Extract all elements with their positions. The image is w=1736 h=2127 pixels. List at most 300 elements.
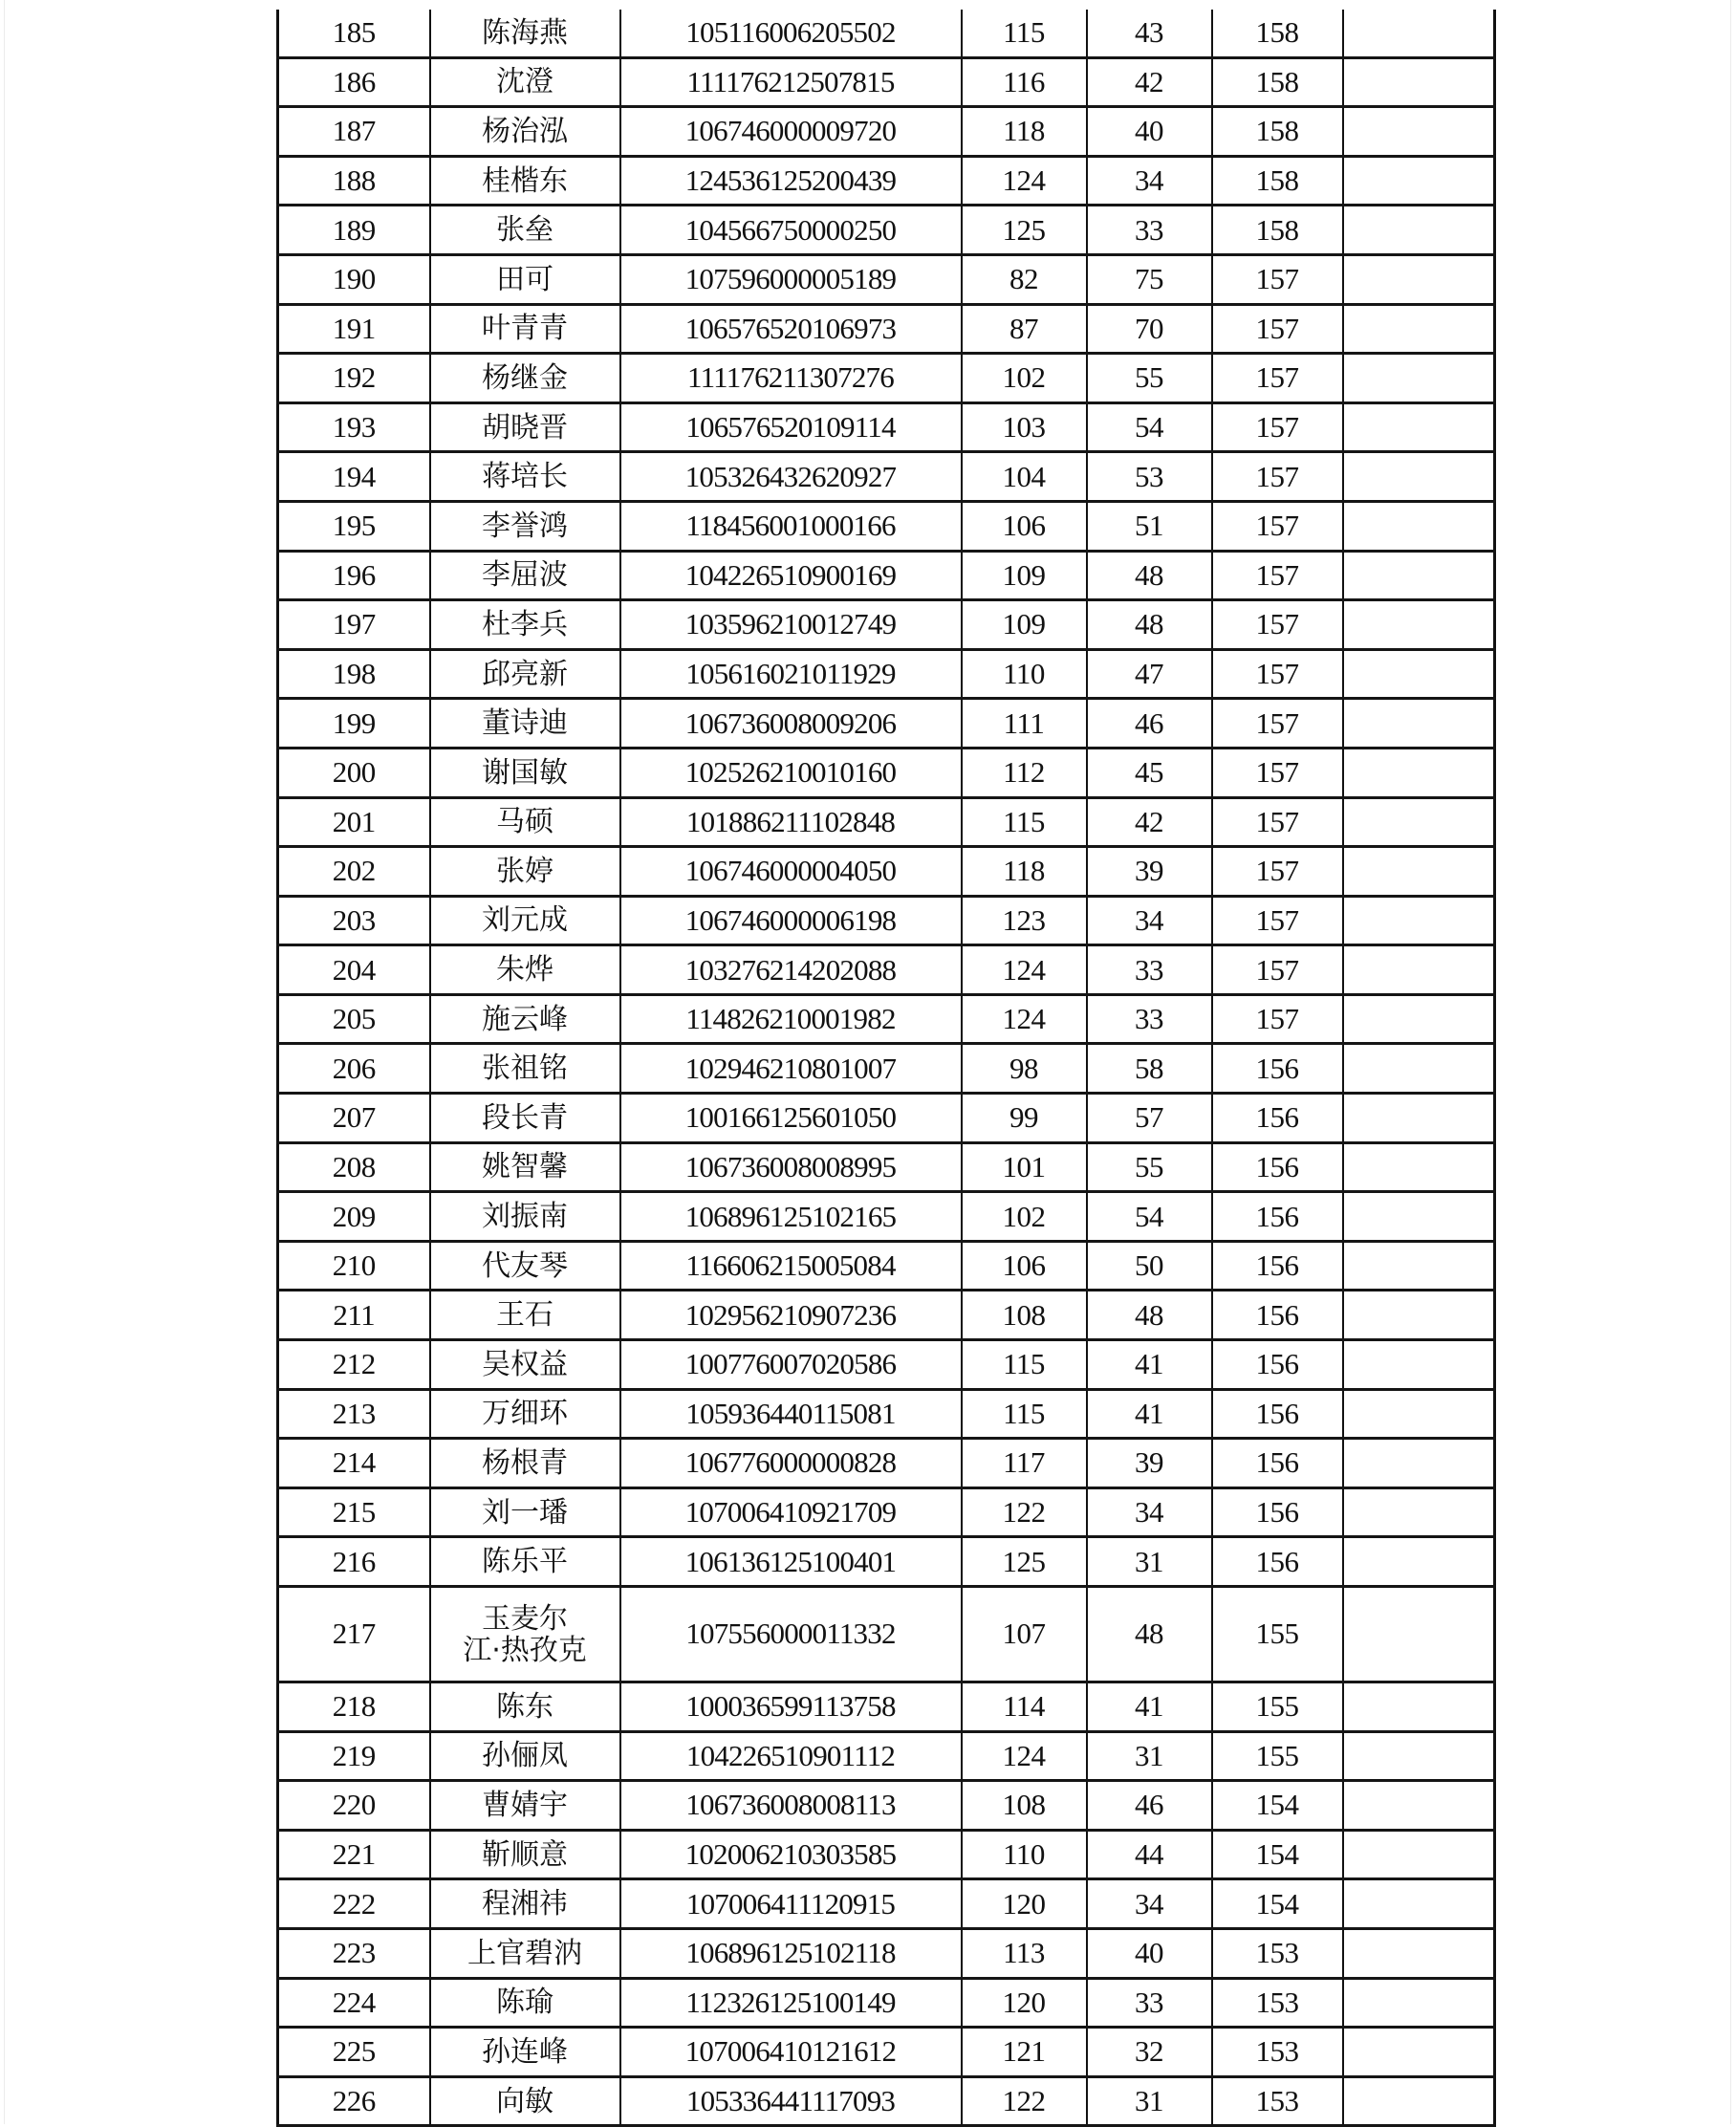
rank-cell: 195	[278, 501, 430, 551]
name-line: 向敏	[496, 2084, 553, 2118]
score1-cell: 120	[962, 1879, 1087, 1929]
score2-cell: 55	[1087, 354, 1212, 403]
score2-cell: 42	[1087, 797, 1212, 847]
rank-cell: 202	[278, 847, 430, 897]
note-cell	[1343, 254, 1495, 304]
exam-id-cell: 106776000000828	[620, 1439, 962, 1488]
table-row	[278, 304, 1495, 354]
score2-cell: 41	[1087, 1682, 1212, 1732]
table-row	[278, 1094, 1495, 1143]
score2-cell: 46	[1087, 1781, 1212, 1831]
table-row	[278, 107, 1495, 157]
rank-cell: 218	[278, 1682, 430, 1732]
table-row	[278, 1781, 1495, 1831]
table-row	[278, 354, 1495, 403]
name-cell	[430, 1731, 620, 1781]
score2-cell: 33	[1087, 994, 1212, 1044]
name-line: 杨治泓	[482, 114, 568, 148]
exam-id-cell: 124536125200439	[620, 156, 962, 206]
name-cell	[430, 847, 620, 897]
score1-cell: 109	[962, 551, 1087, 600]
rank-cell: 226	[278, 2076, 430, 2126]
name-line: 蒋培长	[482, 460, 568, 494]
name-cell	[430, 1389, 620, 1439]
rank-cell: 205	[278, 994, 430, 1044]
total-score-cell: 156	[1212, 1340, 1343, 1390]
name-cell	[430, 107, 620, 157]
rank-cell: 224	[278, 1978, 430, 2028]
rank-cell: 221	[278, 1830, 430, 1879]
note-cell	[1343, 600, 1495, 650]
score2-cell: 43	[1087, 10, 1212, 57]
name-line: 马硕	[496, 805, 553, 839]
page-edge-right	[1730, 0, 1731, 2124]
score2-cell: 33	[1087, 1978, 1212, 2028]
name-cell	[430, 797, 620, 847]
name-cell	[430, 501, 620, 551]
score1-cell: 101	[962, 1142, 1087, 1192]
exam-id-cell: 106746000004050	[620, 847, 962, 897]
note-cell	[1343, 1781, 1495, 1831]
total-score-cell: 156	[1212, 1094, 1343, 1143]
name-cell	[430, 1978, 620, 2028]
note-cell	[1343, 1044, 1495, 1094]
name-cell	[430, 1044, 620, 1094]
name-line: 沈澄	[496, 65, 553, 99]
score1-cell: 124	[962, 945, 1087, 995]
score1-cell: 115	[962, 10, 1087, 57]
name-line: 刘元成	[482, 903, 568, 938]
note-cell	[1343, 1192, 1495, 1242]
name-line: 曹婧宇	[482, 1788, 568, 1822]
score1-cell: 115	[962, 1340, 1087, 1390]
total-score-cell: 157	[1212, 501, 1343, 551]
note-cell	[1343, 1731, 1495, 1781]
name-line: 邱亮新	[482, 657, 568, 691]
name-line: 江·热孜克	[463, 1633, 587, 1667]
table-row	[278, 1978, 1495, 2028]
rank-cell: 215	[278, 1487, 430, 1537]
total-score-cell: 157	[1212, 402, 1343, 452]
score2-cell: 34	[1087, 896, 1212, 945]
table-row	[278, 748, 1495, 797]
name-line: 陈东	[496, 1689, 553, 1724]
note-cell	[1343, 1879, 1495, 1929]
total-score-cell: 157	[1212, 945, 1343, 995]
exam-id-cell: 105336441117093	[620, 2076, 962, 2126]
total-score-cell: 157	[1212, 551, 1343, 600]
name-line: 陈乐平	[482, 1545, 568, 1579]
score2-cell: 31	[1087, 1731, 1212, 1781]
note-cell	[1343, 699, 1495, 749]
total-score-cell: 156	[1212, 1192, 1343, 1242]
note-cell	[1343, 1142, 1495, 1192]
total-score-cell: 156	[1212, 1487, 1343, 1537]
table-row	[278, 1439, 1495, 1488]
table-row	[278, 945, 1495, 995]
score1-cell: 124	[962, 1731, 1087, 1781]
exam-id-cell: 106136125100401	[620, 1537, 962, 1587]
total-score-cell: 155	[1212, 1731, 1343, 1781]
score2-cell: 47	[1087, 649, 1212, 699]
score1-cell: 118	[962, 107, 1087, 157]
score2-cell: 33	[1087, 206, 1212, 255]
rank-cell: 196	[278, 551, 430, 600]
score2-cell: 58	[1087, 1044, 1212, 1094]
name-line: 孙俪凤	[482, 1739, 568, 1773]
score1-cell: 103	[962, 402, 1087, 452]
note-cell	[1343, 551, 1495, 600]
score1-cell: 106	[962, 1241, 1087, 1291]
table-row	[278, 1731, 1495, 1781]
exam-id-cell: 106736008008113	[620, 1781, 962, 1831]
table-row	[278, 847, 1495, 897]
rank-cell: 201	[278, 797, 430, 847]
total-score-cell: 156	[1212, 1389, 1343, 1439]
score1-cell: 121	[962, 2028, 1087, 2077]
score2-cell: 48	[1087, 1587, 1212, 1682]
rank-cell: 211	[278, 1291, 430, 1340]
exam-id-cell: 100036599113758	[620, 1682, 962, 1732]
name-line: 董诗迪	[482, 706, 568, 741]
name-line: 张祖铭	[482, 1052, 568, 1086]
note-cell	[1343, 945, 1495, 995]
table-row	[278, 896, 1495, 945]
name-cell	[430, 748, 620, 797]
exam-id-cell: 104226510900169	[620, 551, 962, 600]
exam-id-cell: 116606215005084	[620, 1241, 962, 1291]
note-cell	[1343, 354, 1495, 403]
name-line: 李屈波	[482, 558, 568, 593]
total-score-cell: 156	[1212, 1291, 1343, 1340]
exam-id-cell: 105616021011929	[620, 649, 962, 699]
table-row	[278, 1044, 1495, 1094]
rank-cell: 216	[278, 1537, 430, 1587]
total-score-cell: 158	[1212, 206, 1343, 255]
name-line: 朱烨	[496, 953, 553, 988]
exam-id-cell: 101886211102848	[620, 797, 962, 847]
score-table	[276, 10, 1496, 2127]
exam-id-cell: 100166125601050	[620, 1094, 962, 1143]
total-score-cell: 157	[1212, 699, 1343, 749]
table-row	[278, 797, 1495, 847]
note-cell	[1343, 1830, 1495, 1879]
exam-id-cell: 102946210801007	[620, 1044, 962, 1094]
name-line: 李誉鸿	[482, 509, 568, 543]
rank-cell: 210	[278, 1241, 430, 1291]
name-cell	[430, 896, 620, 945]
exam-id-cell: 111176211307276	[620, 354, 962, 403]
table-row	[278, 1587, 1495, 1682]
name-line: 孙连峰	[482, 2034, 568, 2069]
rank-cell: 189	[278, 206, 430, 255]
table-row	[278, 1928, 1495, 1978]
score2-cell: 40	[1087, 1928, 1212, 1978]
exam-id-cell: 106746000009720	[620, 107, 962, 157]
rank-cell: 200	[278, 748, 430, 797]
note-cell	[1343, 994, 1495, 1044]
score2-cell: 48	[1087, 1291, 1212, 1340]
note-cell	[1343, 1291, 1495, 1340]
name-line: 陈瑜	[496, 1986, 553, 2020]
score2-cell: 54	[1087, 402, 1212, 452]
score1-cell: 112	[962, 748, 1087, 797]
total-score-cell: 153	[1212, 1978, 1343, 2028]
note-cell	[1343, 206, 1495, 255]
score2-cell: 34	[1087, 1879, 1212, 1929]
total-score-cell: 156	[1212, 1241, 1343, 1291]
name-cell	[430, 2076, 620, 2126]
table-row	[278, 1241, 1495, 1291]
name-line: 张婷	[496, 854, 553, 888]
score2-cell: 46	[1087, 699, 1212, 749]
exam-id-cell: 118456001000166	[620, 501, 962, 551]
score2-cell: 50	[1087, 1241, 1212, 1291]
note-cell	[1343, 1587, 1495, 1682]
score1-cell: 98	[962, 1044, 1087, 1094]
name-cell	[430, 2028, 620, 2077]
score1-cell: 116	[962, 57, 1087, 107]
table-row	[278, 1487, 1495, 1537]
name-line: 王石	[496, 1298, 553, 1333]
table-row	[278, 1192, 1495, 1242]
name-cell	[430, 1781, 620, 1831]
rank-cell: 197	[278, 600, 430, 650]
note-cell	[1343, 304, 1495, 354]
name-cell	[430, 945, 620, 995]
rank-cell: 194	[278, 452, 430, 502]
name-cell	[430, 1587, 620, 1682]
score2-cell: 31	[1087, 2076, 1212, 2126]
score2-cell: 54	[1087, 1192, 1212, 1242]
exam-id-cell: 102956210907236	[620, 1291, 962, 1340]
name-line: 代友琴	[482, 1248, 568, 1283]
note-cell	[1343, 1439, 1495, 1488]
exam-id-cell: 103276214202088	[620, 945, 962, 995]
total-score-cell: 157	[1212, 452, 1343, 502]
score1-cell: 123	[962, 896, 1087, 945]
name-cell	[430, 1830, 620, 1879]
exam-id-cell: 104566750000250	[620, 206, 962, 255]
total-score-cell: 156	[1212, 1142, 1343, 1192]
exam-id-cell: 102006210303585	[620, 1830, 962, 1879]
exam-id-cell: 102526210010160	[620, 748, 962, 797]
score1-cell: 110	[962, 1830, 1087, 1879]
note-cell	[1343, 1487, 1495, 1537]
exam-id-cell: 111176212507815	[620, 57, 962, 107]
name-line: 刘一璠	[482, 1495, 568, 1530]
score2-cell: 40	[1087, 107, 1212, 157]
name-cell	[430, 206, 620, 255]
exam-id-cell: 107006410921709	[620, 1487, 962, 1537]
score1-cell: 110	[962, 649, 1087, 699]
score2-cell: 53	[1087, 452, 1212, 502]
rank-cell: 213	[278, 1389, 430, 1439]
exam-id-cell: 106896125102165	[620, 1192, 962, 1242]
score1-cell: 125	[962, 206, 1087, 255]
name-cell	[430, 1291, 620, 1340]
note-cell	[1343, 1928, 1495, 1978]
name-line: 姚智馨	[482, 1150, 568, 1184]
name-cell	[430, 699, 620, 749]
note-cell	[1343, 2076, 1495, 2126]
table-row	[278, 600, 1495, 650]
rank-cell: 187	[278, 107, 430, 157]
table-row	[278, 1830, 1495, 1879]
name-line: 刘振南	[482, 1200, 568, 1234]
note-cell	[1343, 649, 1495, 699]
table-row	[278, 551, 1495, 600]
rank-cell: 185	[278, 10, 430, 57]
rank-cell: 192	[278, 354, 430, 403]
note-cell	[1343, 1241, 1495, 1291]
name-cell	[430, 452, 620, 502]
score1-cell: 115	[962, 797, 1087, 847]
name-line: 谢国敏	[482, 755, 568, 790]
total-score-cell: 155	[1212, 1682, 1343, 1732]
rank-cell: 186	[278, 57, 430, 107]
table-row	[278, 1340, 1495, 1390]
name-line: 张垒	[496, 213, 553, 248]
name-line: 上官碧汭	[467, 1936, 582, 1970]
table-row	[278, 1537, 1495, 1587]
table-row	[278, 1389, 1495, 1439]
rank-cell: 188	[278, 156, 430, 206]
exam-id-cell: 114826210001982	[620, 994, 962, 1044]
score2-cell: 34	[1087, 156, 1212, 206]
rank-cell: 207	[278, 1094, 430, 1143]
total-score-cell: 158	[1212, 156, 1343, 206]
rank-cell: 220	[278, 1781, 430, 1831]
score2-cell: 39	[1087, 847, 1212, 897]
name-line: 段长青	[482, 1100, 568, 1135]
table-row	[278, 2028, 1495, 2077]
total-score-cell: 153	[1212, 1928, 1343, 1978]
table-row	[278, 2076, 1495, 2126]
note-cell	[1343, 748, 1495, 797]
score2-cell: 41	[1087, 1340, 1212, 1390]
score1-cell: 118	[962, 847, 1087, 897]
table-row	[278, 1879, 1495, 1929]
score2-cell: 42	[1087, 57, 1212, 107]
exam-id-cell: 106746000006198	[620, 896, 962, 945]
total-score-cell: 157	[1212, 994, 1343, 1044]
score1-cell: 87	[962, 304, 1087, 354]
score1-cell: 122	[962, 2076, 1087, 2126]
name-cell	[430, 1439, 620, 1488]
total-score-cell: 153	[1212, 2028, 1343, 2077]
score2-cell: 51	[1087, 501, 1212, 551]
score1-cell: 120	[962, 1978, 1087, 2028]
score2-cell: 31	[1087, 1537, 1212, 1587]
exam-id-cell: 105326432620927	[620, 452, 962, 502]
score1-cell: 115	[962, 1389, 1087, 1439]
name-cell	[430, 1682, 620, 1732]
total-score-cell: 158	[1212, 107, 1343, 157]
exam-id-cell: 112326125100149	[620, 1978, 962, 2028]
name-cell	[430, 1487, 620, 1537]
name-line: 杨继金	[482, 360, 568, 395]
total-score-cell: 157	[1212, 797, 1343, 847]
page-edge-left	[4, 0, 5, 2124]
total-score-cell: 155	[1212, 1587, 1343, 1682]
score1-cell: 108	[962, 1781, 1087, 1831]
note-cell	[1343, 57, 1495, 107]
name-line: 桂楷东	[482, 163, 568, 198]
score2-cell: 45	[1087, 748, 1212, 797]
total-score-cell: 157	[1212, 748, 1343, 797]
note-cell	[1343, 501, 1495, 551]
rank-cell: 204	[278, 945, 430, 995]
exam-id-cell: 107556000011332	[620, 1587, 962, 1682]
score1-cell: 124	[962, 994, 1087, 1044]
name-cell	[430, 1537, 620, 1587]
score2-cell: 34	[1087, 1487, 1212, 1537]
exam-id-cell: 106736008009206	[620, 699, 962, 749]
table-row	[278, 452, 1495, 502]
score2-cell: 48	[1087, 551, 1212, 600]
rank-cell: 206	[278, 1044, 430, 1094]
rank-cell: 219	[278, 1731, 430, 1781]
score1-cell: 124	[962, 156, 1087, 206]
note-cell	[1343, 10, 1495, 57]
name-cell	[430, 354, 620, 403]
name-cell	[430, 649, 620, 699]
table-body	[278, 10, 1495, 2126]
rank-cell: 199	[278, 699, 430, 749]
exam-id-cell: 105936440115081	[620, 1389, 962, 1439]
total-score-cell: 157	[1212, 354, 1343, 403]
exam-id-cell: 107006410121612	[620, 2028, 962, 2077]
total-score-cell: 154	[1212, 1781, 1343, 1831]
name-cell	[430, 10, 620, 57]
rank-cell: 191	[278, 304, 430, 354]
table-row	[278, 1291, 1495, 1340]
name-cell	[430, 254, 620, 304]
table-row	[278, 501, 1495, 551]
exam-id-cell: 106896125102118	[620, 1928, 962, 1978]
name-cell	[430, 994, 620, 1044]
rank-cell: 222	[278, 1879, 430, 1929]
rank-cell: 223	[278, 1928, 430, 1978]
score1-cell: 114	[962, 1682, 1087, 1732]
table-row	[278, 402, 1495, 452]
exam-id-cell: 106736008008995	[620, 1142, 962, 1192]
note-cell	[1343, 896, 1495, 945]
total-score-cell: 156	[1212, 1044, 1343, 1094]
score1-cell: 104	[962, 452, 1087, 502]
total-score-cell: 156	[1212, 1439, 1343, 1488]
name-line: 吴权益	[482, 1347, 568, 1381]
name-line: 胡晓晋	[482, 410, 568, 445]
table-row	[278, 206, 1495, 255]
rank-cell: 214	[278, 1439, 430, 1488]
total-score-cell: 157	[1212, 304, 1343, 354]
rank-cell: 190	[278, 254, 430, 304]
name-line: 田可	[496, 262, 553, 296]
name-line: 叶青青	[482, 312, 568, 346]
table-row	[278, 994, 1495, 1044]
name-line: 玉麦尔	[482, 1601, 568, 1636]
score1-cell: 111	[962, 699, 1087, 749]
rank-cell: 212	[278, 1340, 430, 1390]
table-row	[278, 156, 1495, 206]
score1-cell: 102	[962, 354, 1087, 403]
total-score-cell: 153	[1212, 2076, 1343, 2126]
name-line: 程湘祎	[482, 1887, 568, 1921]
score2-cell: 33	[1087, 945, 1212, 995]
name-cell	[430, 1340, 620, 1390]
